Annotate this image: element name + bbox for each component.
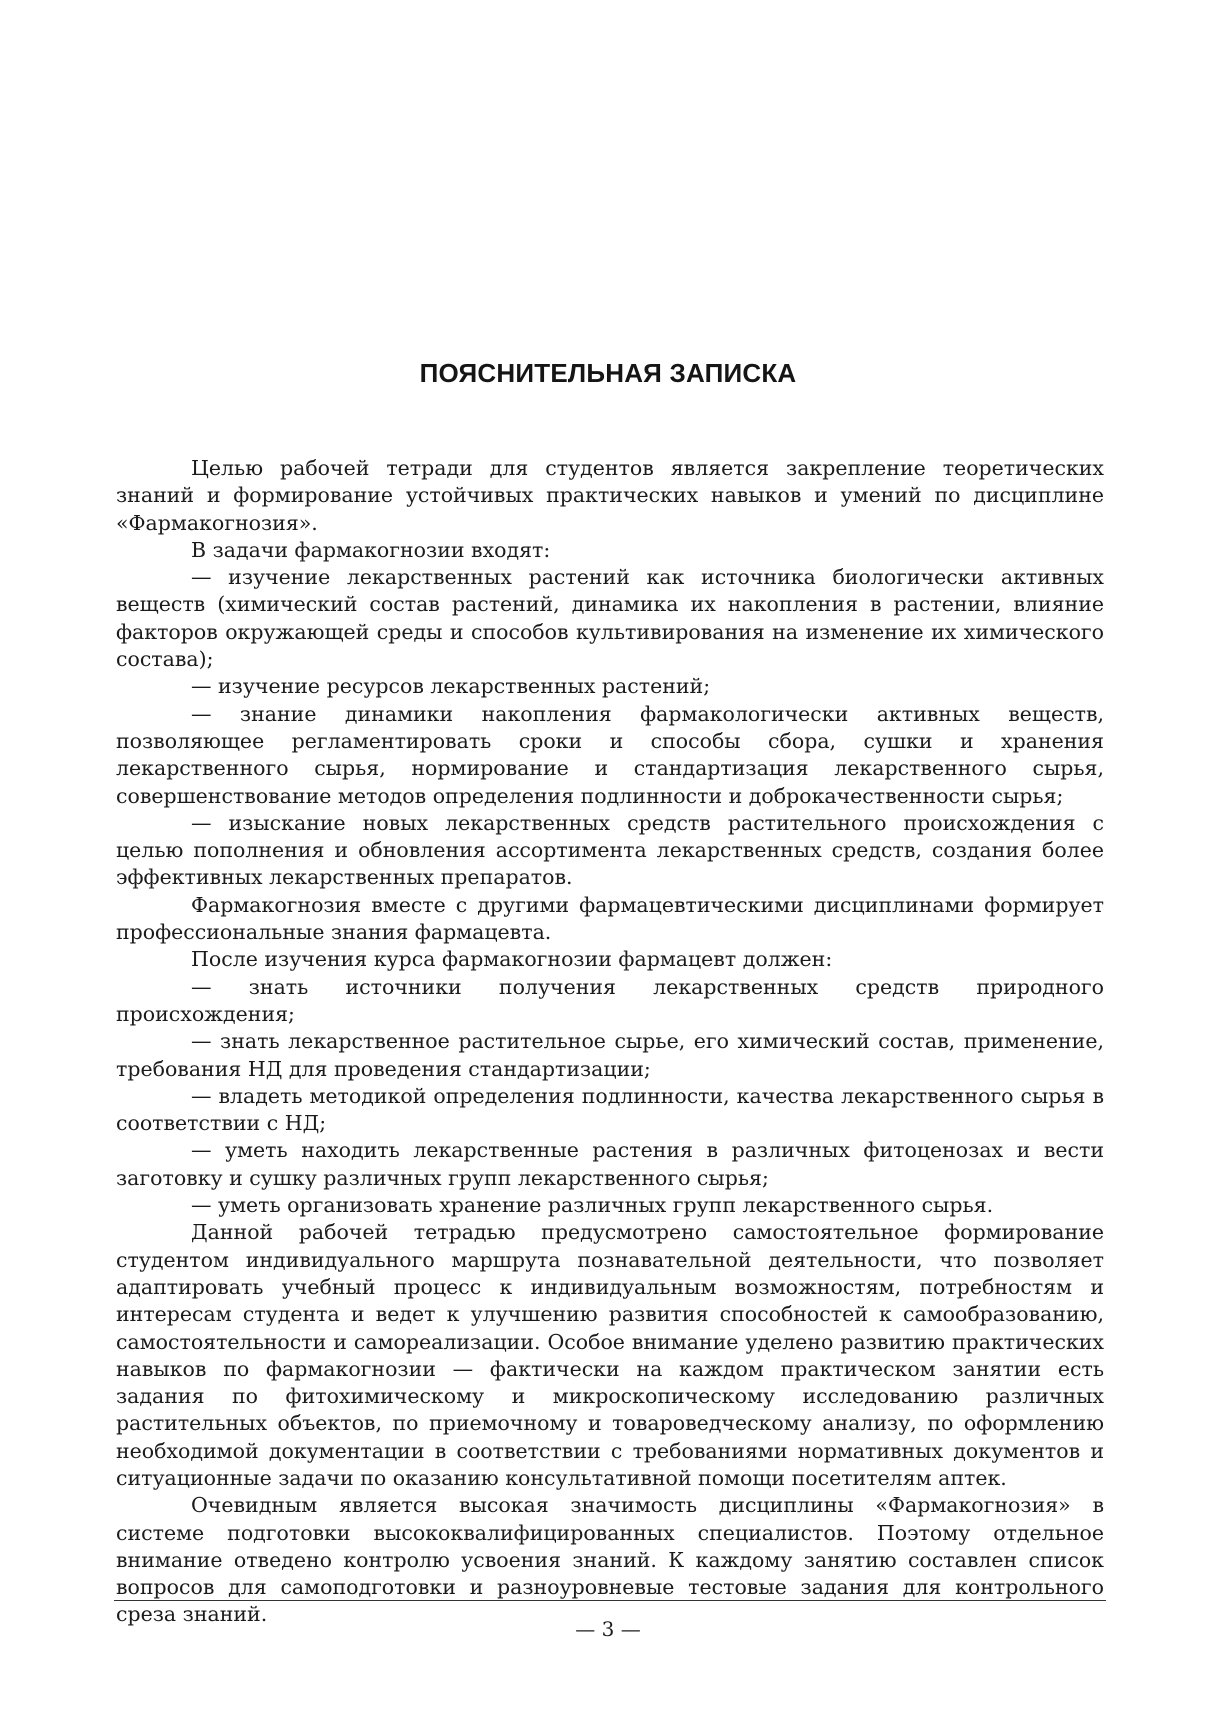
paragraph-tasks-intro: В задачи фармакогнозии входят: bbox=[191, 537, 551, 562]
paragraph-workbook: Данной рабочей тетрадью предусмотрено самостоятельное формирование студентом индивидуального маршрута познавательной деятельности, что позволяет адаптировать учебный процесс к индивидуальным возможностям, потребностям и интересам студента и ведет к улучшению развития способностей к самообразованию, самостоятельности и самореализации. Особое внимание уделено развитию практических навыков по фармакогнозии — фактически на каждом практическом занятии есть задания по фитохимическому и микроскопическому исследованию различных растительных объектов, по приемочному и товароведческому анализу, по оформлению необходимой документации в соответствии с требованиями нормативных документов и ситуационные задачи по оказанию консультативной помощи посетителям аптек. bbox=[116, 1220, 1104, 1490]
page-number: — 3 — bbox=[575, 1617, 641, 1641]
list-item: — знание динамики накопления фармакологически активных веществ, позволяющее регламентировать сроки и способы сбора, сушки и хранения лекарственного сырья, нормирование и стандартизация лекарственного сырья, совершенствование методов определения подлинности и доброкачественности сырья; bbox=[116, 701, 1104, 808]
paragraph-significance: Очевидным является высокая значимость дисциплины «Фармакогнозия» в системе подготовки высококвалифицированных специалистов. Поэтому отдельное внимание отведено контролю усвоения знаний. К каждому занятию составлен список вопросов для самоподготовки и разноуровневые тестовые задания для контрольного среза знаний. bbox=[116, 1493, 1104, 1627]
paragraph-requirements-intro: После изучения курса фармакогнозии фармацевт должен: bbox=[191, 947, 833, 972]
list-item: — изучение лекарственных растений как источника биологически активных веществ (химический состав растений, динамика их накопления в растении, влияние факторов окружающей среды и способов культивирования на изменение их химического состава); bbox=[116, 565, 1104, 672]
list-item: — знать источники получения лекарственных средств природного происхождения; bbox=[116, 974, 1104, 1026]
body-text bbox=[116, 455, 1104, 1629]
page-title: ПОЯСНИТЕЛЬНАЯ ЗАПИСКА bbox=[419, 358, 797, 388]
list-item: — уметь организовать хранение различных групп лекарственного сырья. bbox=[191, 1193, 994, 1218]
list-item: — владеть методикой определения подлинности, качества лекарственного сырья в соответствии с НД; bbox=[116, 1083, 1104, 1136]
list-item: — уметь находить лекарственные растения в различных фитоценозах и вести заготовку и сушку различных групп лекарственного сырья; bbox=[116, 1138, 1104, 1190]
list-item: — изыскание новых лекарственных средств растительного происхождения с целью пополнения и обновления ассортимента лекарственных средств, создания более эффективных лекарственных препаратов. bbox=[116, 810, 1104, 890]
paragraph-purpose: Целью рабочей тетради для студентов является закрепление теоретических знаний и формирование устойчивых практических навыков и умений по дисциплине «Фармакогнозия». bbox=[116, 456, 1104, 535]
footer-divider bbox=[114, 1600, 1106, 1601]
list-item: — изучение ресурсов лекарственных растений; bbox=[191, 674, 711, 699]
paragraph-professional: Фармакогнозия вместе с другими фармацевтическими дисциплинами формирует профессиональные знания фармацевта. bbox=[116, 892, 1104, 945]
list-item: — знать лекарственное растительное сырье, его химический состав, применение, требования НД для проведения стандартизации; bbox=[116, 1029, 1104, 1081]
